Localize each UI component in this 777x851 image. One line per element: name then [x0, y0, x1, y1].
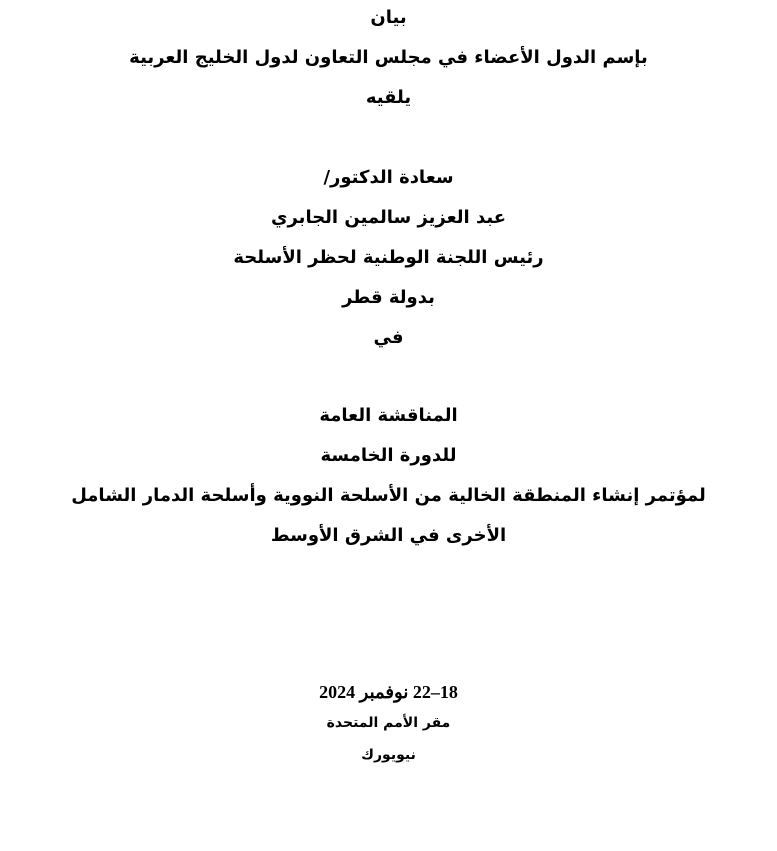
in-word: في [373, 327, 404, 348]
speaker-position: رئيس اللجنة الوطنية لحظر الأسلحة [233, 247, 544, 268]
delivered-by-line: يلقيه [365, 87, 412, 108]
document-title: بيان [370, 7, 407, 28]
event-venue: مقر الأمم المتحدة [326, 715, 451, 731]
general-debate-heading: المناقشة العامة [319, 405, 458, 426]
conference-line-1: لمؤتمر إنشاء المنطقة الخالية من الأسلحة النووية وأسلحة الدمار الشامل [71, 485, 706, 506]
session-line: للدورة الخامسة [320, 445, 457, 466]
speaker-honorific: سعادة الدكتور/ [323, 167, 454, 188]
conference-line-2: الأخرى في الشرق الأوسط [270, 525, 507, 546]
on-behalf-line: بإسم الدول الأعضاء في مجلس التعاون لدول الخليج العربية [129, 47, 648, 68]
event-date: 18–22 نوفمبر 2024 [319, 682, 458, 702]
event-city: نيويورك [361, 747, 416, 763]
speaker-name: عبد العزيز سالمين الجابري [270, 207, 507, 228]
speaker-country: بدولة قطر [342, 287, 435, 308]
